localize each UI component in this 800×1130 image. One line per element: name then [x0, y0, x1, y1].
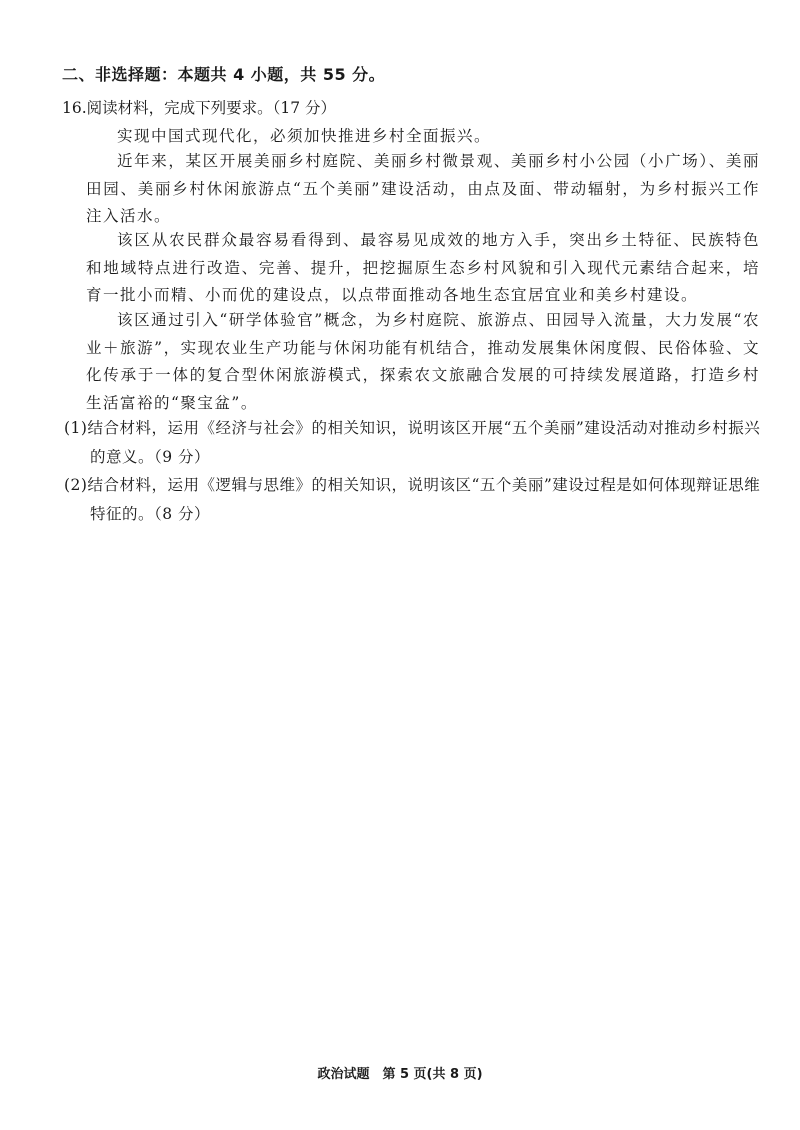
material-paragraph-2: 近年来，某区开展美丽乡村庭院、美丽乡村微景观、美丽乡村小公园（小广场）、美丽田园、美丽乡村休闲旅游点“五个美丽”建设活动，由点及面、带动辐射，为乡村振兴工作注入活水。: [86, 152, 760, 225]
material-paragraph-3: 该区从农民群众最容易看得到、最容易见成效的地方入手，突出乡土特征、民族特色和地域特点进行改造、完善、提升，把挖掘原生态乡村风貌和引入现代元素结合起来，培育一批小而精、小而优的建设点，以点带面推动各地生态宜居宜业和美乡村建设。: [86, 231, 760, 304]
sub-question-1: (1)结合材料，运用《经济与社会》的相关知识，说明该区开展“五个美丽”建设活动对推动乡村振兴的意义。（9 分）: [64, 419, 761, 466]
section-heading: 二、非选择题：本题共 4 小题，共 55 分。: [62, 65, 386, 84]
question-title: 16.阅读材料，完成下列要求。（17 分）: [62, 99, 337, 117]
material-paragraph-4: 该区通过引入“研学体验官”概念，为乡村庭院、旅游点、田园导入流量，大力发展“农业＋旅游”，实现农业生产功能与休闲功能有机结合，推动发展集休闲度假、民俗体验、文化传承于一体的复合型休闲旅游模式，探索农文旅融合发展的可持续发展道路，打造乡村生活富裕的“聚宝盆”。: [86, 311, 760, 412]
page-footer: 政治试题 第 5 页(共 8 页): [317, 1067, 483, 1082]
material-paragraph-1: 实现中国式现代化，必须加快推进乡村全面振兴。: [117, 127, 492, 145]
sub-question-2: (2)结合材料，运用《逻辑与思维》的相关知识，说明该区“五个美丽”建设过程是如何体现辩证思维特征的。（8 分）: [64, 476, 761, 523]
